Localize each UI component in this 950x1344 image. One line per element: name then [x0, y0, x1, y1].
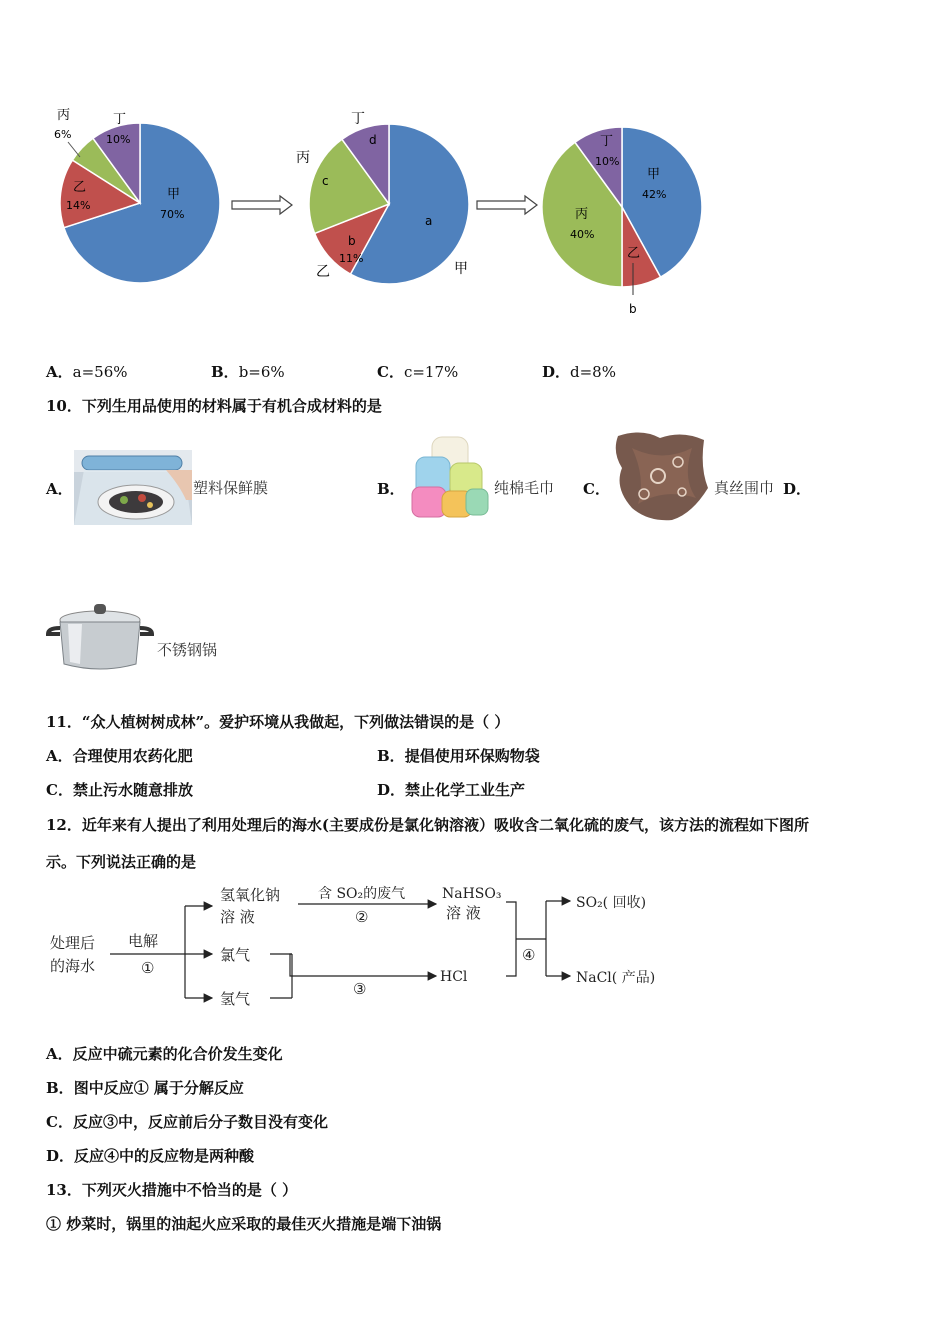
q9-option-a-letter: A．: [46, 363, 73, 381]
q12-option-c[interactable]: [46, 1111, 328, 1132]
pie-3-label-ding: 丁: [600, 134, 614, 149]
pie-3-label-bing: 丙: [575, 207, 589, 222]
q13-item-1: ① 炒菜时，锅里的油起火应采取的最佳灭火措施是端下油锅: [46, 1215, 442, 1233]
q11-option-b[interactable]: [377, 745, 540, 766]
pie-3: [542, 127, 702, 316]
q12-option-d-text: 反应④中的反应物是两种酸: [74, 1147, 255, 1165]
pie-1-leader-bing: [68, 142, 80, 157]
q9-option-b-letter: B．: [211, 363, 239, 381]
q12-stem-line-1: 12．近年来有人提出了利用处理后的海水(主要成份是氯化钠溶液）吸收含二氧化硫的废气，该方法的流程如下图所: [46, 816, 809, 834]
pie-2-pct-b: 11%: [339, 252, 364, 265]
pie-2: [296, 111, 469, 284]
plastic-wrap-image: [74, 450, 192, 525]
pie-1: [54, 108, 220, 283]
flow-step-4: ④: [522, 946, 536, 964]
q12-option-c-text: 反应③中，反应前后分子数目没有变化: [72, 1113, 328, 1131]
flow-step-1: ①: [141, 959, 155, 977]
flow-arrow-step-3: [290, 954, 436, 976]
q11-option-d-text: 禁止化学工业生产: [405, 781, 526, 799]
pie-2-label-jia: 甲: [454, 261, 468, 277]
q11-stem: 11．“众人植树树成林”。爱护环境从我做起，下列做法错误的是（ ）: [46, 713, 510, 731]
q12-option-d-letter: D．: [46, 1147, 75, 1165]
q11-option-a[interactable]: [46, 745, 193, 766]
q9-option-c-text: c=17%: [403, 363, 459, 381]
q9-option-c-letter: C．: [377, 363, 404, 381]
pie-2-label-bing: 丙: [296, 150, 310, 166]
q9-option-a[interactable]: [46, 361, 128, 382]
pie-1-pct-bing: 6%: [54, 128, 72, 141]
q12-option-b-letter: B．: [46, 1079, 74, 1097]
flow-step-3: ③: [353, 980, 367, 998]
pie-3-pct-ding: 10%: [595, 155, 620, 168]
pie-1-label-ding: 丁: [113, 112, 127, 127]
flow-naoh-line-2: 溶 液: [220, 908, 255, 926]
q11-option-c-letter: C．: [46, 781, 73, 799]
q12-stem-line-2: 示。下列说法正确的是: [46, 853, 197, 871]
pie-1-pct-ding: 10%: [106, 133, 131, 146]
q13-stem: 13．下列灭火措施中不恰当的是（ ）: [46, 1181, 298, 1199]
q12-option-d[interactable]: [46, 1145, 254, 1166]
stainless-pot-image: [46, 600, 154, 675]
pie-2-letter-b: b: [348, 234, 356, 248]
q11-option-c-text: 禁止污水随意排放: [72, 781, 193, 799]
q11-option-a-text: 合理使用农药化肥: [72, 747, 193, 765]
q10-option-a-caption: 塑料保鲜膜: [193, 479, 269, 497]
q12-option-a[interactable]: [46, 1043, 283, 1064]
q10-option-c-letter[interactable]: C．: [583, 480, 610, 498]
q12-option-b[interactable]: [46, 1077, 244, 1098]
pie-chart-sequence: [30, 95, 730, 325]
pie-1-label-bing: 丙: [57, 108, 71, 123]
q10-option-d-letter[interactable]: D．: [783, 480, 812, 498]
q9-option-b-text: b=6%: [238, 363, 285, 381]
cotton-towels-image: [408, 433, 490, 523]
q12-option-c-letter: C．: [46, 1113, 73, 1131]
q11-option-b-text: 提倡使用环保购物袋: [404, 747, 540, 765]
flow-electrolysis-label: 电解: [128, 932, 159, 950]
arrow-1: [232, 196, 292, 214]
flow-nacl-product: NaCl( 产品): [576, 970, 656, 986]
pie-2-letter-a: a: [425, 214, 433, 228]
flow-naoh-line-1: 氢氧化钠: [220, 886, 281, 904]
pie-2-label-yi: 乙: [316, 264, 330, 280]
pie-2-letter-c: c: [322, 174, 329, 188]
q9-option-d-text: d=8%: [570, 363, 616, 381]
pie-1-label-yi: 乙: [73, 180, 87, 195]
q10-option-b-caption: 纯棉毛巾: [494, 479, 555, 497]
pie-1-pct-yi: 14%: [66, 199, 91, 212]
q10-option-c-caption: 真丝围巾: [714, 479, 775, 497]
q10-stem: 10．下列生用品使用的材料属于有机合成材料的是: [46, 397, 382, 415]
pie-3-pct-bing: 40%: [570, 228, 595, 241]
flow-so2-recover: SO₂( 回收): [576, 895, 647, 911]
pie-1-label-jia: 甲: [167, 187, 181, 202]
q10-option-d-caption: 不锈钢锅: [157, 641, 218, 659]
q12-option-a-letter: A．: [46, 1045, 73, 1063]
pie-3-letter-b: b: [629, 302, 637, 316]
q9-option-a-text: a=56%: [72, 363, 128, 381]
flow-so2-gas-label: 含 SO₂的废气: [318, 886, 406, 902]
q12-option-a-text: 反应中硫元素的化合价发生变化: [72, 1045, 283, 1063]
q9-option-d-letter: D．: [542, 363, 571, 381]
arrow-2: [477, 196, 537, 214]
flow-h2: 氢气: [220, 990, 251, 1008]
flow-source-line-2: 的海水: [50, 957, 96, 975]
q12-option-b-text: 图中反应① 属于分解反应: [73, 1079, 244, 1097]
q9-option-d[interactable]: [542, 361, 616, 382]
seawater-process-flowchart: [40, 876, 680, 1016]
pie-2-label-ding: 丁: [351, 111, 365, 127]
pie-3-label-jia: 甲: [647, 167, 661, 182]
flow-bracket-step-4-in: [506, 902, 516, 976]
q11-option-d[interactable]: [377, 779, 525, 800]
q11-option-a-letter: A．: [46, 747, 73, 765]
q11-option-b-letter: B．: [377, 747, 405, 765]
q10-option-a-letter[interactable]: A．: [46, 480, 73, 498]
q9-option-c[interactable]: [377, 361, 458, 382]
q11-option-c[interactable]: [46, 779, 193, 800]
pie-1-pct-jia: 70%: [160, 208, 185, 221]
q11-option-d-letter: D．: [377, 781, 406, 799]
flow-nahso3-line-1: NaHSO₃: [442, 886, 502, 902]
flow-hcl: HCl: [440, 969, 468, 985]
pie-3-label-yi: 乙: [627, 246, 641, 261]
q9-option-b[interactable]: [211, 361, 285, 382]
flow-source-line-1: 处理后: [50, 934, 96, 952]
pie-3-pct-jia: 42%: [642, 188, 667, 201]
flow-cl2: 氯气: [220, 946, 251, 964]
silk-scarf-image: [612, 428, 710, 523]
pie-2-letter-d: d: [369, 133, 377, 147]
flow-nahso3-line-2: 溶 液: [446, 904, 481, 922]
q10-option-b-letter[interactable]: B．: [377, 480, 405, 498]
flow-step-2: ②: [355, 908, 369, 926]
